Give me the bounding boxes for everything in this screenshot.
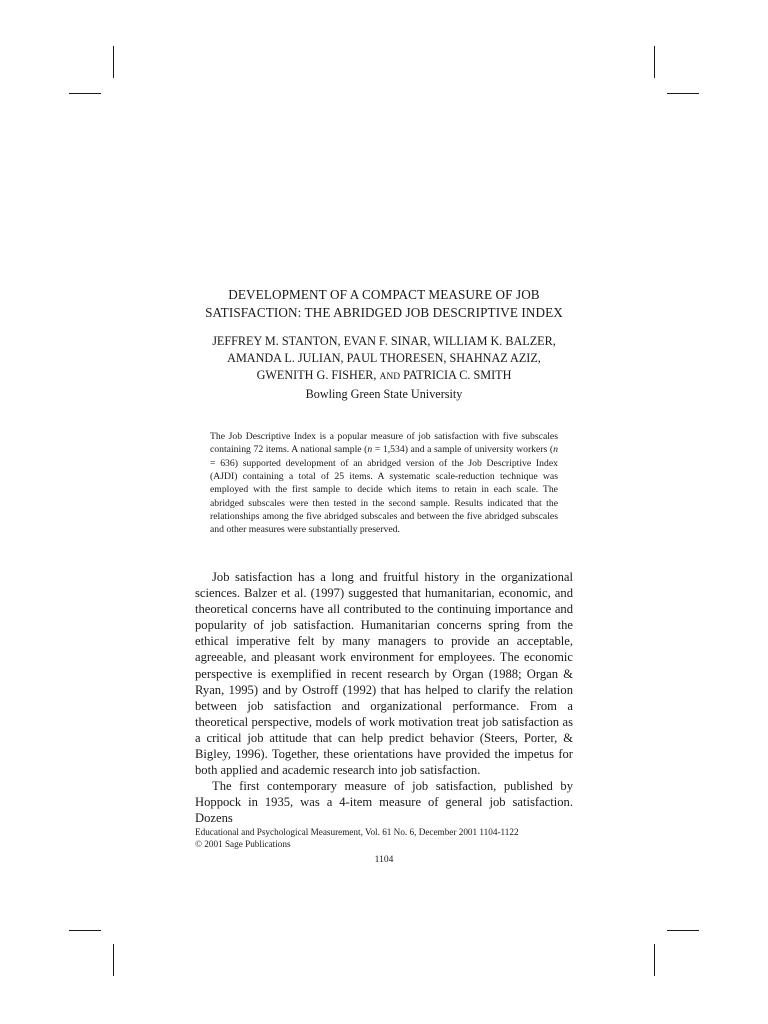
crop-mark-top-right-vertical [654,46,655,78]
body-paragraph-2: The first contemporary measure of job satisfaction, published by Hoppock in 1935, was a 4-item measure of general job satisfaction. Dozens [195,779,573,826]
authors-and: AND [379,372,401,382]
crop-mark-bottom-left-vertical [113,944,114,976]
abstract-n-symbol-2: n [553,444,558,456]
crop-mark-bottom-right-horizontal [667,930,699,931]
crop-mark-top-left-vertical [113,46,114,78]
authors-line-2: AMANDA L. JULIAN, PAUL THORESEN, SHAHNAZ AZIZ, [227,351,541,365]
crop-mark-bottom-right-vertical [654,944,655,976]
crop-mark-top-left-horizontal [69,93,101,94]
abstract-segment-2: = 1,534) and a sample of university workers ( [372,444,554,456]
authors-line-1: JEFFREY M. STANTON, EVAN F. SINAR, WILLIAM K. BALZER, [212,334,556,348]
crop-mark-top-right-horizontal [667,93,699,94]
body-paragraph-1: Job satisfaction has a long and fruitful history in the organizational sciences. Balzer et al. (1997) suggested that humanitarian, economic, and theoretical concerns have all contributed to the continuing importance and popularity of job satisfaction. Humanitarian concerns spring from the ethical imperative felt by many managers to provide an acceptable, agreeable, and pleasant work environment for employees. The economic perspective is exemplified in recent research by Organ (1988; Organ & Ryan, 1995) and by Ostroff (1992) that has helped to clarify the relation between job satisfaction and organizational performance. From a theoretical perspective, models of work motivation treat job satisfaction as a critical job attitude that can help predict behavior (Steers, Porter, & Bigley, 1996). Together, these orientations have provided the impetus for both applied and academic research into job satisfaction. [195,570,573,778]
copyright-notice: © 2001 Sage Publications [195,839,291,850]
crop-mark-bottom-left-horizontal [69,930,101,931]
abstract-segment-3: = 636) supported development of an abridged version of the Job Descriptive Index (AJDI) containing a total of 25 items. A systematic scale-reduction technique was employed with the first sample to decide which items to retain in each scale. The abridged subscales were then tested in the second sample. Results indicated that the relationships among the five abridged subscales and between the five abridged subscales and other measures were substantially preserved. [210,457,558,536]
abstract-text [210,430,558,537]
abstract [210,430,558,537]
title-line-2: SATISFACTION: THE ABRIDGED JOB DESCRIPTIVE INDEX [205,305,563,320]
page-number: 1104 [374,855,394,865]
affiliation: Bowling Green State University [305,387,463,401]
journal-citation: Educational and Psychological Measurement, Vol. 61 No. 6, December 2001 1104-1122 [195,827,519,837]
authors-line-3 [150,367,618,386]
authors-line-3-part-a: GWENITH G. FISHER, [256,368,377,382]
author-block [150,333,618,403]
authors-line-3-part-b: PATRICIA C. SMITH [403,368,512,382]
paper-title [150,286,618,322]
abstract-segment-1: The Job Descriptive Index is a popular measure of job satisfaction with five subscales containing 72 items. A national sample ( [210,431,558,456]
abstract-n-symbol-1: n [367,444,373,456]
title-line-1: DEVELOPMENT OF A COMPACT MEASURE OF JOB [228,287,540,302]
journal-footer [195,826,519,851]
body-text [195,569,573,827]
